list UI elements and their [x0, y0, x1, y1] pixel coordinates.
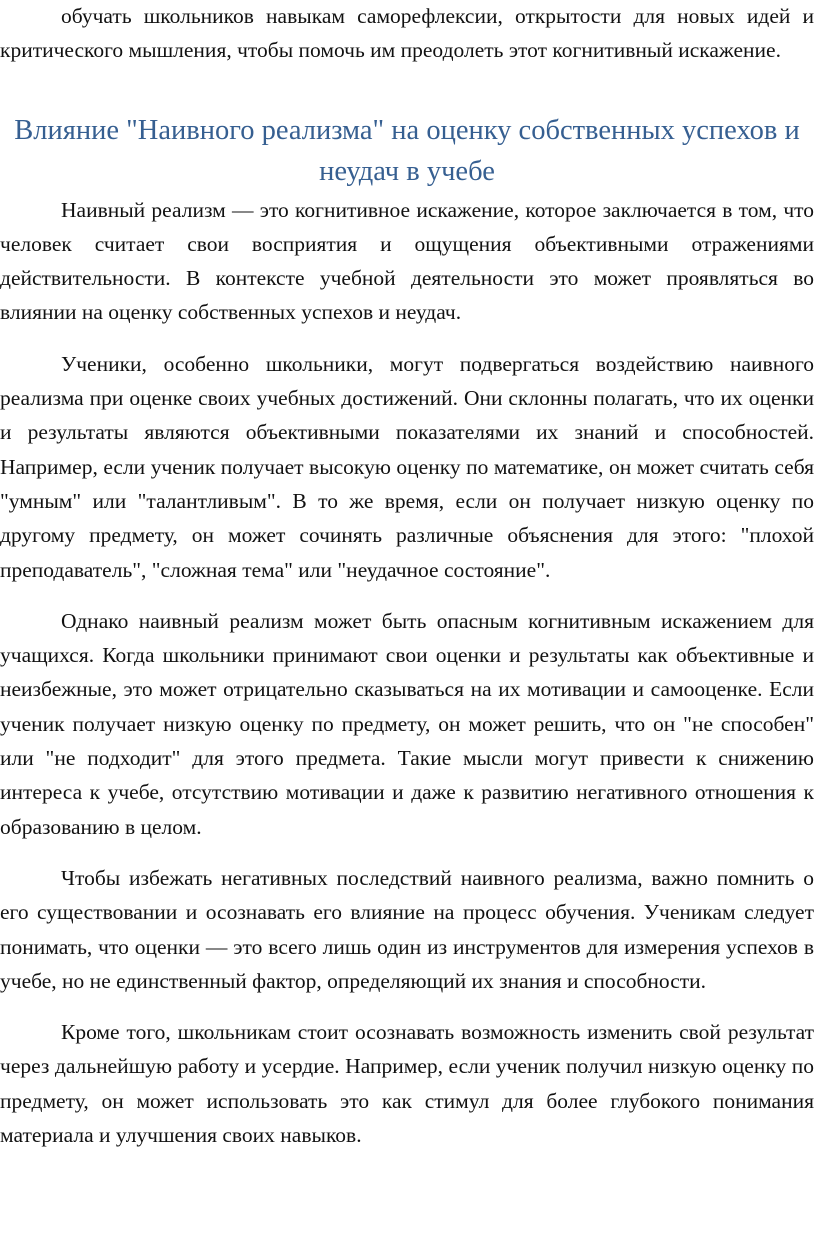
body-paragraph-2: Ученики, особенно школьники, могут подвергаться воздействию наивного реализма при оценке своих учебных достижений. Они склонны полагать, что их оценки и результаты являются объективными показателями их знаний и способностей. Например, если ученик получает высокую оценку по математике, он может считать себя "умным" или "талантливым". В то же время, если он получает низкую оценку по другому предмету, он может сочинять различные объяснения для этого: "плохой преподаватель", "сложная тема" или "неудачное состояние". [0, 351, 814, 582]
body-paragraph-1: Наивный реализм — это когнитивное искажение, которое заключается в том, что человек считает свои восприятия и ощущения объективными отражениями действительности. В контексте учебной деятельности это может проявляться во влиянии на оценку собственных успехов и неудач. [0, 197, 814, 325]
body-paragraph-5: Кроме того, школьникам стоит осознавать возможность изменить свой результат через дальнейшую работу и усердие. Например, если ученик получил низкую оценку по предмету, он может использовать это как стимул для более глубокого понимания материала и улучшения своих навыков. [0, 1020, 814, 1148]
section-heading: Влияние "Наивного реализма" на оценку собственных успехов и неудач в учебе [14, 114, 800, 187]
intro-paragraph: обучать школьников навыкам саморефлексии, открытости для новых идей и критического мышления, чтобы помочь им преодолеть этот когнитивный искажение. [0, 4, 814, 63]
body-paragraph-4: Чтобы избежать негативных последствий наивного реализма, важно помнить о его существовании и осознавать его влияние на процесс обучения. Ученикам следует понимать, что оценки — это всего лишь один из инструментов для измерения успехов в учебе, но не единственный фактор, определяющий их знания и способности. [0, 865, 814, 993]
body-paragraph-3: Однако наивный реализм может быть опасным когнитивным искажением для учащихся. Когда школьники принимают свои оценки и результаты как объективные и неизбежные, это может отрицательно сказываться на их мотивации и самооценке. Если ученик получает низкую оценку по предмету, он может решить, что он "не способен" или "не подходит" для этого предмета. Такие мысли могут привести к снижению интереса к учебе, отсутствию мотивации и даже к развитию негативного отношения к образованию в целом. [0, 608, 814, 839]
